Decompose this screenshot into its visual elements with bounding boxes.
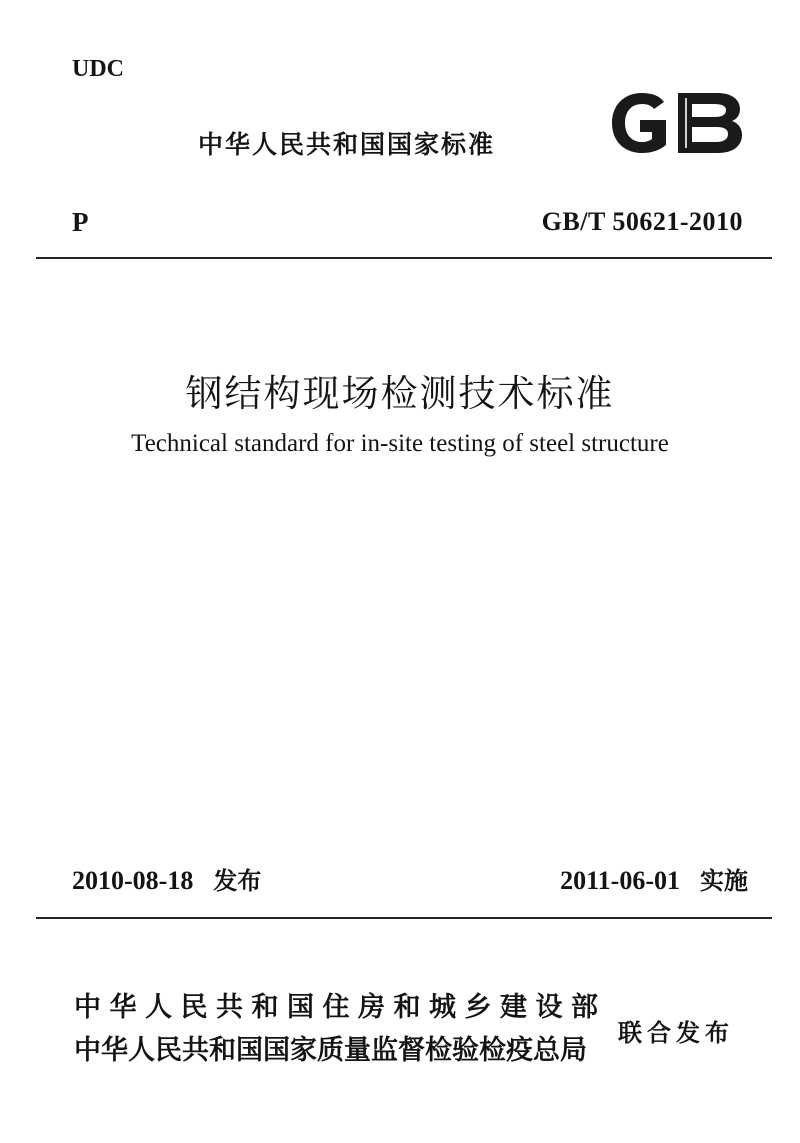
divider-top: [36, 257, 772, 259]
issue-date: 2010-08-18: [72, 866, 194, 895]
title-english: Technical standard for in-site testing of steel structure: [131, 430, 669, 457]
implement-date: 2011-06-01: [560, 866, 680, 895]
joint-publish-label: 联合发布: [618, 1019, 734, 1047]
issuer-ministry: 中华人民共和国住房和城乡建设部: [74, 992, 607, 1023]
gb-logo: [606, 90, 746, 156]
divider-bottom: [36, 917, 772, 919]
implement-label: 实施: [700, 867, 748, 895]
title-chinese: 钢结构现场检测技术标准: [185, 372, 615, 415]
issue-label: 发布: [213, 867, 262, 895]
category-code: P: [72, 207, 89, 237]
issuer-aqsiq: 中华人民共和国国家质量监督检验检疫总局: [74, 1035, 587, 1066]
issue-date-block: [72, 861, 261, 896]
udc-label: UDC: [72, 56, 124, 82]
implement-date-block: [560, 861, 748, 896]
standard-number: GB/T 50621-2010: [541, 207, 743, 236]
national-standard-heading: 中华人民共和国国家标准: [198, 130, 496, 159]
